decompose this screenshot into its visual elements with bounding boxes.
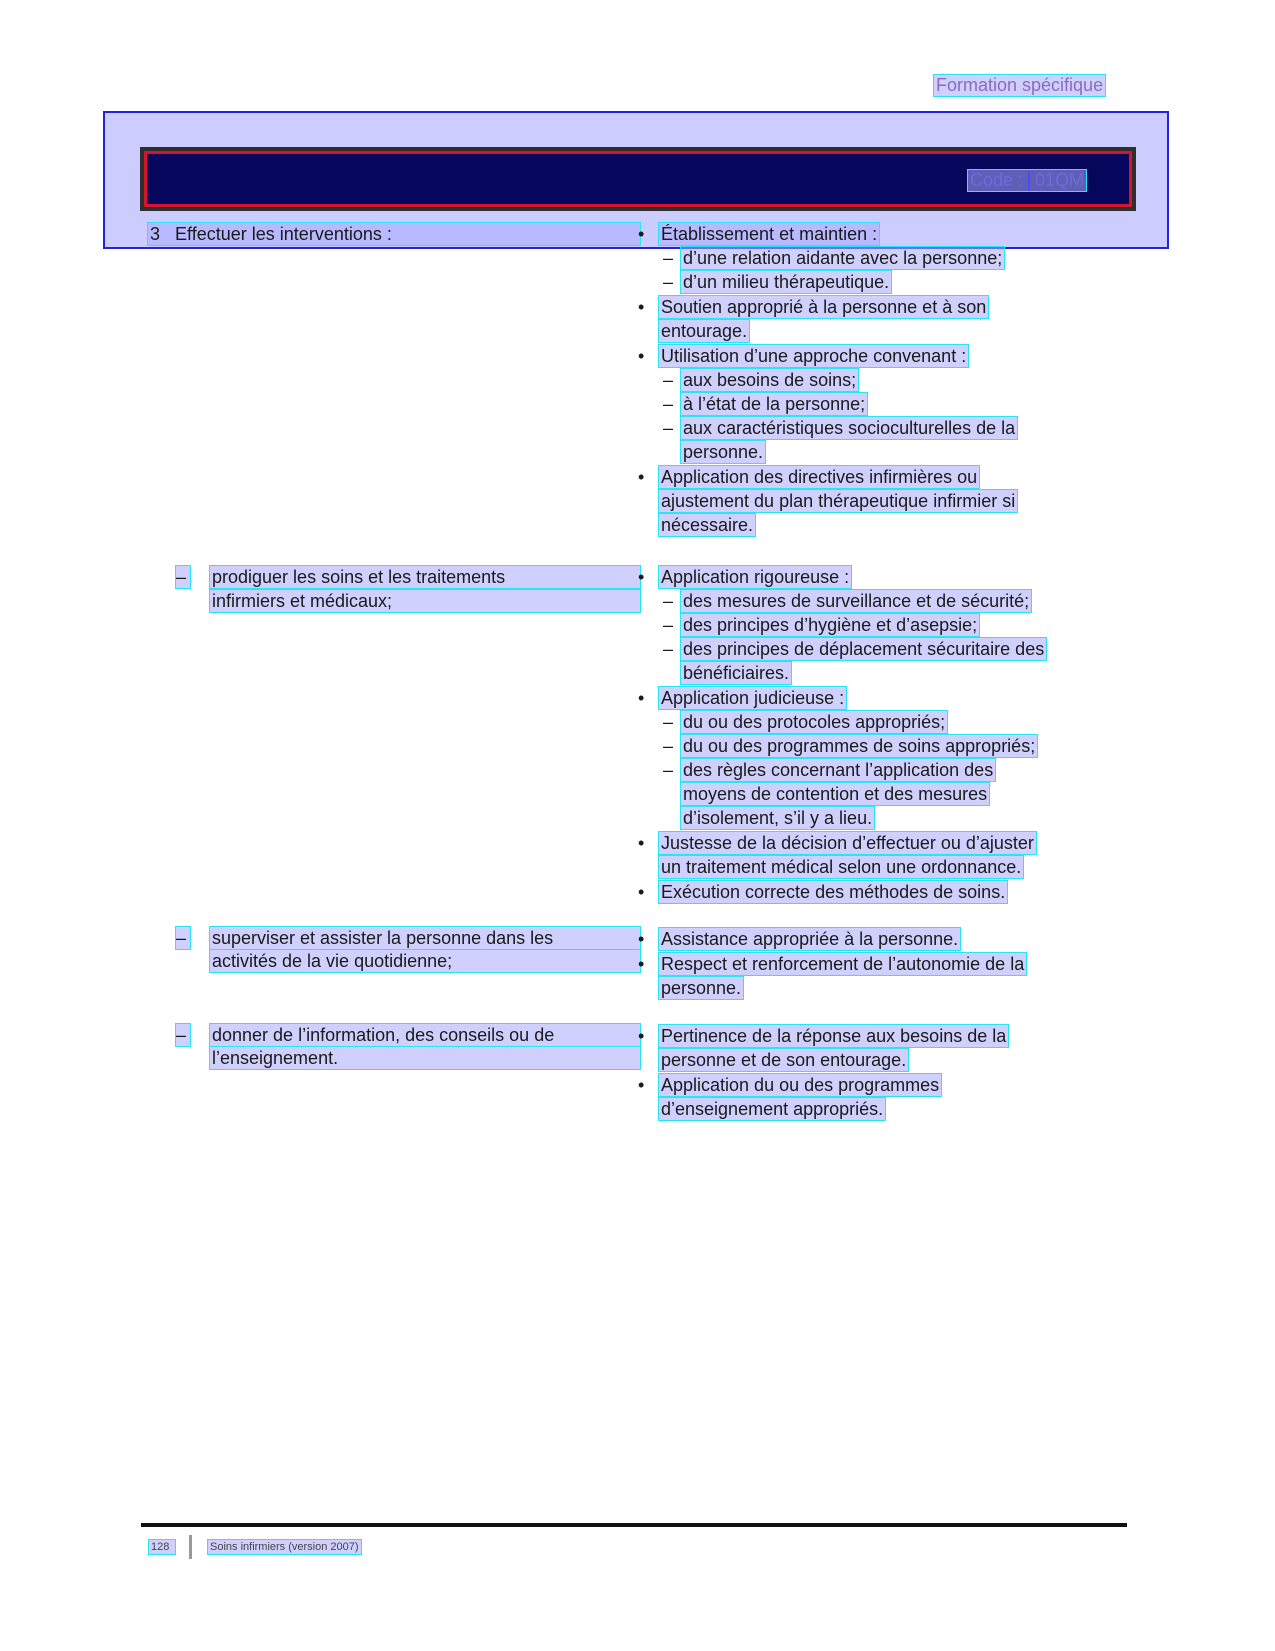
criterion-6-sub-3-line3: d’isolement, s’il y a lieu.	[683, 808, 873, 828]
left-item-3-line1: donner de l’information, des conseils ou de	[210, 1024, 640, 1046]
left-dash-2: –	[176, 927, 190, 949]
footer-rule	[141, 1523, 1127, 1527]
dash: –	[663, 370, 674, 390]
criterion-6-sub-3-line2: moyens de contention et des mesures	[683, 784, 988, 804]
criterion-9: Assistance appropriée à la personne.	[661, 929, 959, 949]
criterion-3-sub-3-line2: personne.	[683, 442, 764, 462]
criterion-4-line3: nécessaire.	[661, 515, 754, 535]
heading-word-3: interventions :	[279, 224, 392, 244]
bullet: •	[638, 954, 645, 974]
criterion-12-line2: d’enseignement appropriés.	[661, 1099, 884, 1119]
bullet: •	[638, 297, 645, 317]
dash: –	[663, 736, 674, 756]
left-item-2-line2: activités de la vie quotidienne;	[210, 950, 640, 972]
dash: –	[663, 272, 674, 292]
bullet: •	[638, 688, 645, 708]
bullet: •	[638, 833, 645, 853]
criterion-7-line1: Justesse de la décision d’effectuer ou d’ajuster	[661, 833, 1034, 853]
bullet: •	[638, 346, 645, 366]
section-header: Formation spécifique	[936, 75, 1104, 95]
criterion-6-sub-2: du ou des programmes de soins appropriés;	[683, 736, 1036, 756]
dash: –	[663, 615, 674, 635]
dash: –	[663, 248, 674, 268]
criterion-4-line2: ajustement du plan thérapeutique infirmier si	[661, 491, 1016, 511]
code-label-text: Code :	[970, 170, 1024, 190]
criterion-1-sub-1: d’une relation aidante avec la personne;	[683, 248, 1003, 268]
dash: –	[663, 591, 674, 611]
dash: –	[663, 418, 674, 438]
criterion-10-line1: Respect et renforcement de l’autonomie de la	[661, 954, 1025, 974]
criterion-8: Exécution correcte des méthodes de soins.	[661, 882, 1006, 902]
criterion-5-sub-3-line2: bénéficiaires.	[683, 663, 790, 683]
dash: –	[663, 712, 674, 732]
dash: –	[663, 760, 674, 780]
criterion-3-sub-3-line1: aux caractéristiques socioculturelles de la	[683, 418, 1016, 438]
criterion-4-line1: Application des directives infirmières ou	[661, 467, 978, 487]
criterion-1-word-b: et	[779, 224, 795, 244]
criterion-6: Application judicieuse :	[661, 688, 845, 708]
left-item-3-line2: l’enseignement.	[210, 1047, 640, 1069]
criterion-1-word-c: maintien	[799, 224, 868, 244]
criterion-7-line2: un traitement médical selon une ordonnance.	[661, 857, 1022, 877]
left-item-1-line1: prodiguer les soins et les traitements	[210, 566, 640, 588]
bullet: •	[638, 567, 645, 587]
bullet: •	[638, 1075, 645, 1095]
criterion-11-line1: Pertinence de la réponse aux besoins de la	[661, 1026, 1007, 1046]
left-item-1-line2: infirmiers et médicaux;	[210, 590, 640, 612]
criterion-5-sub-1: des mesures de surveillance et de sécurité;	[683, 591, 1030, 611]
criterion-1-word-d: :	[872, 224, 878, 244]
bullet: •	[638, 1026, 645, 1046]
left-dash-1: –	[176, 566, 190, 588]
criterion-3-sub-2: à l’état de la personne;	[683, 394, 866, 414]
bullet: •	[638, 224, 645, 244]
heading-number: 3	[150, 224, 161, 244]
left-dash-3: –	[176, 1024, 190, 1046]
dash: –	[663, 639, 674, 659]
competency-heading	[148, 223, 640, 245]
bullet: •	[638, 882, 645, 902]
criterion-1	[659, 223, 879, 245]
heading-word-2: les	[251, 224, 275, 244]
criterion-6-sub-1: du ou des protocoles appropriés;	[683, 712, 946, 732]
criterion-1-sub-2: d’un milieu thérapeutique.	[683, 272, 890, 292]
criterion-3-sub-1: aux besoins de soins;	[683, 370, 857, 390]
left-item-2-line1: superviser et assister la personne dans les	[210, 927, 640, 949]
criterion-1-word-a: Établissement	[661, 224, 775, 244]
dash: –	[663, 394, 674, 414]
bullet: •	[638, 929, 645, 949]
criterion-5-sub-3-line1: des principes de déplacement sécuritaire des	[683, 639, 1045, 659]
footer-title: Soins infirmiers (version 2007)	[210, 1541, 359, 1553]
page-number: 128	[149, 1540, 175, 1554]
code-value: 01QM	[1035, 170, 1085, 190]
bullet: •	[638, 467, 645, 487]
criterion-6-sub-3-line1: des règles concernant l’application des	[683, 760, 994, 780]
code-separator	[1028, 171, 1030, 191]
criterion-11-line2: personne et de son entourage.	[661, 1050, 907, 1070]
criterion-10-line2: personne.	[661, 978, 742, 998]
heading-word-1: Effectuer	[175, 224, 247, 244]
criterion-2-line1: Soutien approprié à la personne et à son	[661, 297, 987, 317]
code-label	[968, 170, 1086, 191]
criterion-5: Application rigoureuse :	[661, 567, 850, 587]
criterion-5-sub-2: des principes d’hygiène et d’asepsie;	[683, 615, 978, 635]
criterion-12-line1: Application du ou des programmes	[661, 1075, 940, 1095]
footer-separator	[189, 1535, 192, 1559]
criterion-2-line2: entourage.	[661, 321, 748, 341]
criterion-3: Utilisation d’une approche convenant :	[661, 346, 967, 366]
